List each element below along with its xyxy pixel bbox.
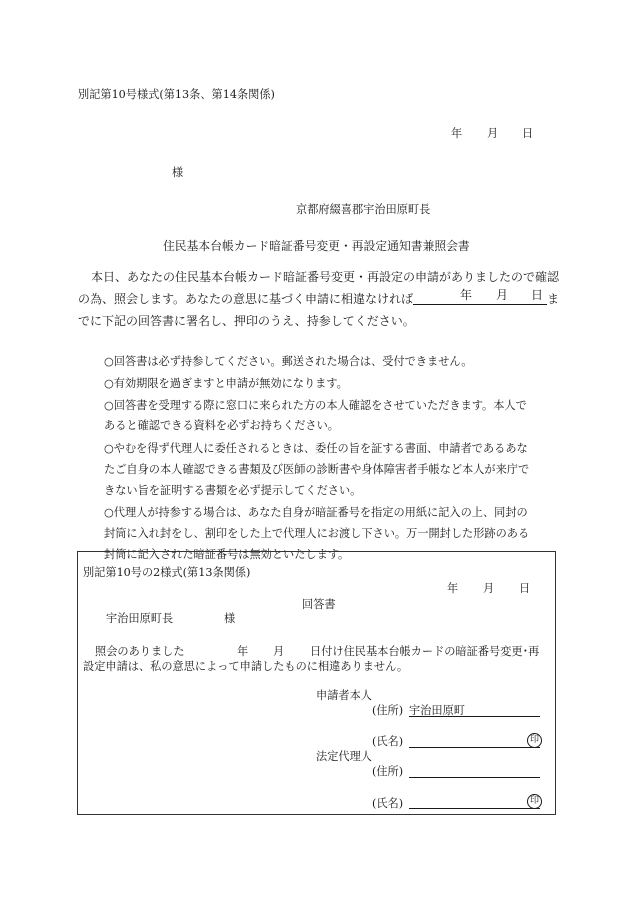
note-line: 封筒に入れ封をし、割印をした上で代理人にお渡し下さい。万一開封した形跡のある bbox=[104, 527, 530, 540]
deadline-year-label: 年 bbox=[460, 288, 473, 302]
note-line: ○有効期限を過ぎますと申請が無効になります。 bbox=[104, 377, 348, 390]
seal-mark: 印 bbox=[527, 733, 542, 748]
reply-date-month-label: 月 bbox=[483, 582, 495, 595]
reply-date-day-label: 日 bbox=[519, 582, 531, 595]
agent-name-underline bbox=[409, 808, 540, 809]
reply-addressee: 宇治田原町長 bbox=[106, 612, 174, 625]
agent-name-label: (氏名) bbox=[372, 797, 404, 810]
deadline-month-label: 月 bbox=[496, 288, 509, 302]
deadline-blank-lead bbox=[413, 289, 455, 305]
reply-text-rest: 日付け住民基本台帳カードの暗証番号変更･再 bbox=[310, 645, 540, 658]
note-line: ○回答書を受理する際に窓口に来られた方の本人確認をさせていただきます。本人で bbox=[104, 399, 527, 412]
reply-form bbox=[77, 551, 556, 815]
body-line-2-end: ま bbox=[547, 292, 560, 306]
note-line: ○回答書は必ず持参してください。郵送された場合は、受付できません。 bbox=[104, 355, 473, 368]
date-month-label: 月 bbox=[487, 127, 499, 140]
name-underline bbox=[409, 747, 540, 748]
note-line: ○やむを得ず代理人に委任されるときは、委任の旨を証する書面、申請者であるあな bbox=[104, 442, 528, 455]
reply-text-line-2: 設定申請は、私の意思によって申請したものに相違ありません。 bbox=[83, 660, 409, 673]
deadline-day-label: 日 bbox=[531, 288, 544, 302]
name-label: (氏名) bbox=[372, 735, 404, 748]
reply-text-month-label: 月 bbox=[273, 645, 285, 658]
date-year-label: 年 bbox=[451, 127, 463, 140]
address-underline bbox=[409, 716, 540, 717]
reply-date-year-label: 年 bbox=[447, 582, 459, 595]
deadline-blank bbox=[455, 289, 547, 305]
body-line-2 bbox=[78, 288, 559, 310]
form-label: 別記第10号様式(第13条、第14条関係) bbox=[78, 88, 275, 101]
body-line-1: 本日、あなたの住民基本台帳カード暗証番号変更・再設定の申請がありましたので確認 bbox=[91, 270, 560, 284]
address-value: 宇治田原町 bbox=[409, 704, 465, 717]
reply-text-year-label: 年 bbox=[237, 645, 249, 658]
reply-text-start: 照会のありました bbox=[95, 645, 185, 658]
note-line: 封筒に記入された暗証番号は無効といたします。 bbox=[104, 548, 350, 561]
body-line-3: でに下記の回答書に署名し、押印のうえ、持参してください。 bbox=[78, 314, 415, 328]
note-line: ○代理人が持参する場合は、あなた自身が暗証番号を指定の用紙に記入の上、同封の bbox=[104, 506, 528, 519]
reply-title: 回答書 bbox=[302, 598, 336, 611]
date-day-label: 日 bbox=[522, 127, 534, 140]
address-label: (住所) bbox=[372, 704, 404, 717]
body-line-2-start: の為、照会します。あなたの意思に基づく申請に相違なければ bbox=[78, 292, 414, 306]
reply-form-label: 別記第10号の2様式(第13条関係) bbox=[83, 566, 251, 579]
note-line: たご自身の本人確認できる書類及び医師の診断書や身体障害者手帳など本人が来庁で bbox=[104, 463, 530, 476]
issuer: 京都府綴喜郡宇治田原町長 bbox=[296, 203, 431, 216]
recipient-suffix: 様 bbox=[172, 166, 184, 179]
note-line: あると確認できる資料を必ずお持ちください。 bbox=[104, 419, 339, 432]
agent-seal-mark: 印 bbox=[527, 794, 542, 809]
note-line: きない旨を証明する書類を必ず提示してください。 bbox=[104, 484, 362, 497]
applicant-label: 申請者本人 bbox=[316, 689, 372, 702]
agent-address-label: (住所) bbox=[372, 765, 404, 778]
document-title: 住民基本台帳カード暗証番号変更・再設定通知書兼照会書 bbox=[163, 239, 470, 253]
agent-address-underline bbox=[409, 777, 540, 778]
agent-label: 法定代理人 bbox=[316, 750, 372, 763]
reply-addressee-suffix: 様 bbox=[224, 612, 236, 625]
